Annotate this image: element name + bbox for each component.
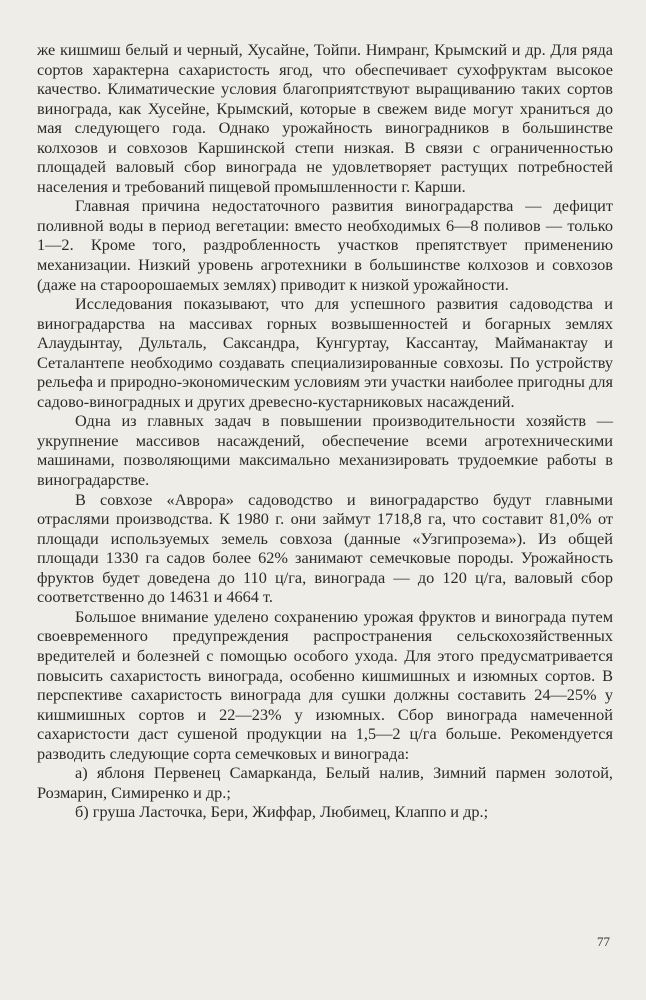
paragraph-6: Большое внимание уделено сохранению урожая фруктов и винограда путем своевременного предупреждения распространения сельскохозяйственных вредителей и болезней с помощью особого ухода. Для этого предусматривается повысить сахаристость винограда, особенно кишмишных и изюмных сортов. В перспективе сахаристость винограда для сушки должны составить 24—25% у кишмишных сортов и 22—23% у изюмных. Сбор винограда намеченной сахаристости даст сушеной продукции на 1,5—2 ц/га больше. Рекомендуется разводить следующие сорта семечковых и винограда: [37,606,613,763]
page-number: 77 [597,934,610,949]
paragraph-5: В совхозе «Аврора» садоводство и виноградарство будут главными отраслями производства. К 1980 г. они займут 1718,8 га, что составит 81,0% от площади используемых земель совхоза (данные «Узгипрозема»). Из общей площади 1330 га садов более 62% занимают семечковые породы. Урожайность фруктов будет доведена до 110 ц/га, винограда — до 120 ц/га, валовый сбор соответственно до 14631 и 4664 т. [37,489,613,607]
paragraph-2: Главная причина недостаточного развития виноградарства — дефицит поливной воды в период вегетации: вместо необходимых 6—8 поливов — только 1—2. Кроме того, раздробленность участков препятствует применению механизации. Низкий уровень агротехники в большинстве колхозов и совхозов (даже на староорошаемых землях) приводит к низкой урожайности. [37,196,613,294]
paragraph-1: же кишмиш белый и черный, Хусайне, Тойпи. Нимранг, Крымский и др. Для ряда сортов характерна сахаристость ягод, что обеспечивает сухофруктам высокое качество. Климатические условия благоприятствуют выращиванию таких сортов винограда, как Хусейне, Крымский, которые в свежем виде могут храниться до мая следующего года. Однако урожайность виноградников в большинстве колхозов и совхозов Каршинской степи низкая. В связи с ограниченностью площадей валовый сбор винограда не удовлетворяет растущих потребностей населения и требований пищевой промышленности г. Карши. [37,40,613,196]
list-item-apple: а) яблоня Первенец Самарканда, Белый налив, Зимний пармен золотой, Розмарин, Симиренко и др.; [37,763,613,802]
body-text [37,40,613,822]
paragraph-4: Одна из главных задач в повышении производительности хозяйств — укрупнение массивов насаждений, обеспечение всеми агротехническими машинами, позволяющими максимально механизировать трудоемкие работы в виноградарстве. [37,411,613,490]
list-item-pear: б) груша Ласточка, Бери, Жиффар, Любимец, Клаппо и др.; [75,802,489,822]
paragraph-3: Исследования показывают, что для успешного развития садоводства и виноградарства на массивах горных возвышенностей и богарных землях Алаудынтау, Дульталь, Саксандра, Кунгуртау, Кассантау, Майманактау и Сеталантепе необходимо создавать специализированные совхозы. По устройству рельефа и природно-экономическим условиям эти участки наиболее пригодны для садово-виноградных и других древесно-кустарниковых насаждений. [37,294,613,411]
